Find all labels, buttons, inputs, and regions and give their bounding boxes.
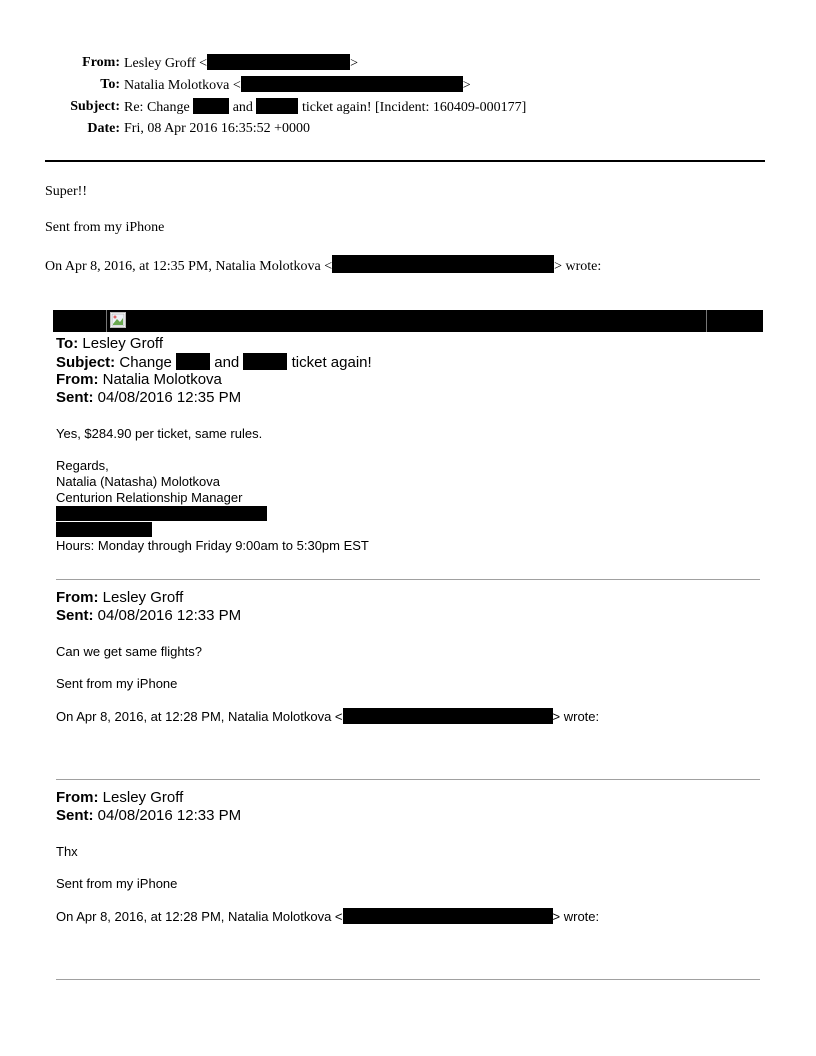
reply-text: Super!! — [45, 184, 87, 199]
redaction-block — [343, 908, 553, 924]
from-label: From: — [82, 55, 120, 70]
quote-divider — [56, 779, 760, 780]
redaction-block — [241, 76, 463, 92]
q3-iphone: Sent from my iPhone — [56, 876, 178, 891]
q3-message: Thx — [56, 844, 78, 859]
q2-iphone: Sent from my iPhone — [56, 676, 178, 691]
q1-signature-name: Natalia (Natasha) Molotkova — [56, 474, 221, 489]
q3-from: From: Lesley Groff — [56, 789, 184, 806]
redacted-banner — [53, 310, 763, 332]
date-value: Fri, 08 Apr 2016 16:35:52 +0000 — [124, 121, 311, 136]
q1-sent: Sent: 04/08/2016 12:35 PM — [56, 389, 242, 406]
q2-message: Can we get same flights? — [56, 644, 202, 659]
redaction-block — [332, 255, 554, 273]
q2-sent: Sent: 04/08/2016 12:33 PM — [56, 607, 242, 624]
q1-to: To: Lesley Groff — [56, 335, 163, 352]
redaction-block — [176, 353, 210, 370]
q1-from: From: Natalia Molotkova — [56, 371, 222, 388]
q1-hours: Hours: Monday through Friday 9:00am to 5:30pm EST — [56, 538, 369, 553]
redaction-block — [56, 506, 267, 521]
redaction-block — [243, 353, 287, 370]
broken-image-icon — [110, 312, 126, 328]
to-label: To: — [100, 77, 120, 92]
reply-attribution: On Apr 8, 2016, at 12:35 PM, Natalia Molotkova < > wrote: — [45, 255, 601, 275]
q1-message: Yes, $284.90 per ticket, same rules. — [56, 426, 263, 441]
q2-from: From: Lesley Groff — [56, 589, 184, 606]
reply-signature: Sent from my iPhone — [45, 220, 165, 235]
quote-divider — [56, 979, 760, 980]
q1-regards: Regards, — [56, 458, 109, 473]
subject-value: Re: Change and ticket again! [Incident: 160409-000177] — [124, 100, 527, 115]
banner-gap-right — [706, 310, 707, 332]
q1-subject: Subject: Change and ticket again! — [56, 354, 372, 371]
redaction-block — [207, 54, 350, 70]
q3-attribution: On Apr 8, 2016, at 12:28 PM, Natalia Molotkova < > wrote: — [56, 909, 600, 924]
redaction-block — [343, 708, 553, 724]
from-value: Lesley Groff < > — [124, 56, 358, 71]
subject-label: Subject: — [70, 99, 120, 114]
to-value: Natalia Molotkova < > — [124, 78, 471, 93]
q3-sent: Sent: 04/08/2016 12:33 PM — [56, 807, 242, 824]
header-divider — [45, 160, 765, 162]
quote-divider — [56, 579, 760, 580]
redaction-block — [56, 522, 152, 537]
date-label: Date: — [87, 121, 120, 136]
redaction-block — [193, 98, 229, 114]
banner-gap-left — [106, 310, 107, 332]
redaction-block — [256, 98, 298, 114]
q1-signature-title: Centurion Relationship Manager — [56, 490, 243, 505]
q2-attribution: On Apr 8, 2016, at 12:28 PM, Natalia Molotkova < > wrote: — [56, 709, 600, 724]
